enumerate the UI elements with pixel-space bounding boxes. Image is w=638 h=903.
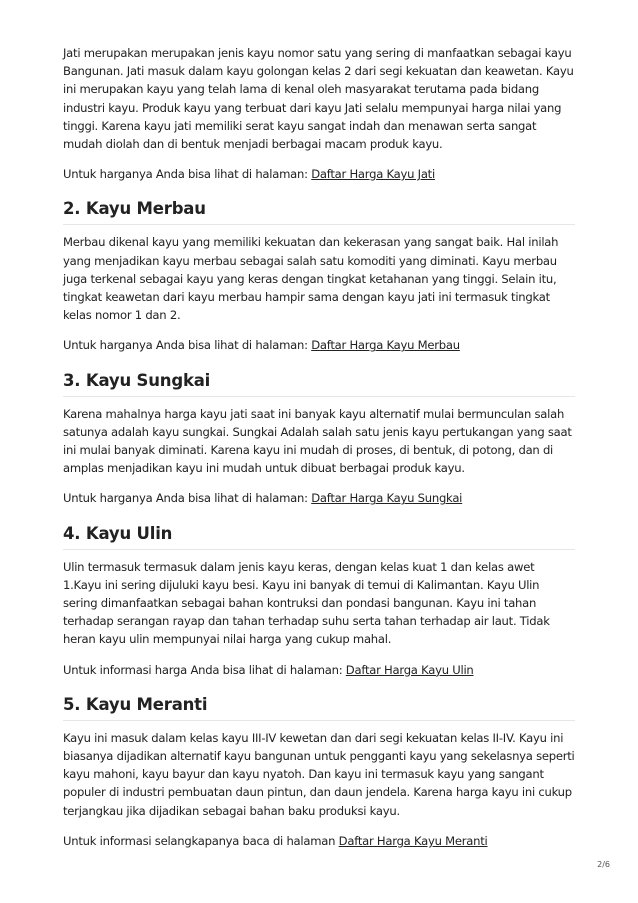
paragraph-kayu-sungkai: Karena mahalnya harga kayu jati saat ini banyak kayu alternatif mulai bermunculan salah satunya adalah kayu sungkai. Sungkai Adalah salah satu jenis kayu pertukangan yang saat ini mulai banyak diminati. Karena kayu ini mudah di proses, di bentuk, di potong, dan di amplas menjadikan kayu ini mudah untuk dibuat berbagai produk kayu.	[63, 406, 572, 476]
link-daftar-harga-kayu-ulin[interactable]: Daftar Harga Kayu Ulin	[345, 662, 474, 677]
paragraph-kayu-meranti: Kayu ini masuk dalam kelas kayu III-IV kewetan dan dari segi kekuatan kelas II-IV. Kayu ini biasanya dijadikan alternatif kayu bangunan untuk pengganti kayu yang sekelasnya seperti kayu mahoni, kayu bayur dan kayu nyatoh. Dan kayu ini termasuk kayu yang sangant populer di industri pembuatan daun pintun, dan daun jendela. Karena harga kayu ini cukup terjangkau jika dijadikan sebagai bahan baku produksi kayu.	[63, 730, 575, 818]
ulin-link-line	[63, 661, 575, 679]
link-prefix: Untuk harganya Anda bisa lihat di halaman:	[63, 491, 312, 506]
heading-kayu-meranti: 5. Kayu Meranti	[63, 695, 575, 721]
link-daftar-harga-kayu-merbau[interactable]: Daftar Harga Kayu Merbau	[311, 338, 460, 353]
link-prefix: Untuk informasi harga Anda bisa lihat di halaman:	[63, 662, 346, 677]
meranti-link-line	[63, 832, 575, 850]
heading-kayu-sungkai: 3. Kayu Sungkai	[63, 371, 575, 397]
document-page	[63, 44, 575, 866]
paragraph-kayu-merbau: Merbau dikenal kayu yang memiliki kekuatan dan kekerasan yang sangat baik. Hal inilah yang menjadikan kayu merbau sebagai salah satu komoditi yang diminati. Kayu merbau juga terkenal sebagai kayu yang keras dengan tingkat ketahanan yang tinggi. Selain itu, tingkat keawetan dari kayu merbau hampir sama dengan kayu jati ini termasuk tingkat kelas nomor 1 dan 2.	[63, 235, 559, 323]
link-prefix: Untuk harganya Anda bisa lihat di halaman:	[63, 167, 312, 182]
link-daftar-harga-kayu-meranti[interactable]: Daftar Harga Kayu Meranti	[338, 833, 488, 848]
heading-kayu-ulin: 4. Kayu Ulin	[63, 524, 575, 550]
merbau-link-line	[63, 336, 575, 354]
link-daftar-harga-kayu-sungkai[interactable]: Daftar Harga Kayu Sungkai	[311, 491, 463, 506]
intro-link-line	[63, 165, 575, 183]
heading-kayu-merbau: 2. Kayu Merbau	[63, 199, 575, 225]
intro-paragraph: Jati merupakan merupakan jenis kayu nomor satu yang sering di manfaatkan sebagai kayu Bangunan. Jati masuk dalam kayu golongan kelas 2 dari segi kekuatan dan keawetan. Kayu ini merupakan kayu yang telah lama di kenal oleh masyarakat terutama pada bidang industri kayu. Produk kayu yang terbuat dari kayu Jati selalu mempunyai harga nilai yang tinggi. Karena kayu jati memiliki serat kayu sangat indah dan menawan serta sangat mudah diolah dan di bentuk menjadi berbagai macam produk kayu.	[63, 46, 574, 152]
sungkai-link-line	[63, 489, 575, 507]
paragraph-kayu-ulin: Ulin termasuk termasuk dalam jenis kayu keras, dengan kelas kuat 1 dan kelas awet 1.Kayu ini sering dijuluki kayu besi. Kayu ini banyak di temui di Kalimantan. Kayu Ulin sering dimanfaatkan sebagai bahan kontruksi dan pondasi bangunan. Kayu ini tahan terhadap serangan rayap dan tahan terhadap suhu serta tahan terhadap air laut. Tidak heran kayu ulin mempunyai nilai harga yang cukup mahal.	[63, 559, 550, 647]
link-prefix: Untuk harganya Anda bisa lihat di halaman:	[63, 338, 312, 353]
link-prefix: Untuk informasi selangkapanya baca di halaman	[63, 833, 339, 848]
page-number: 2/6	[597, 860, 610, 869]
link-daftar-harga-kayu-jati[interactable]: Daftar Harga Kayu Jati	[311, 167, 435, 182]
